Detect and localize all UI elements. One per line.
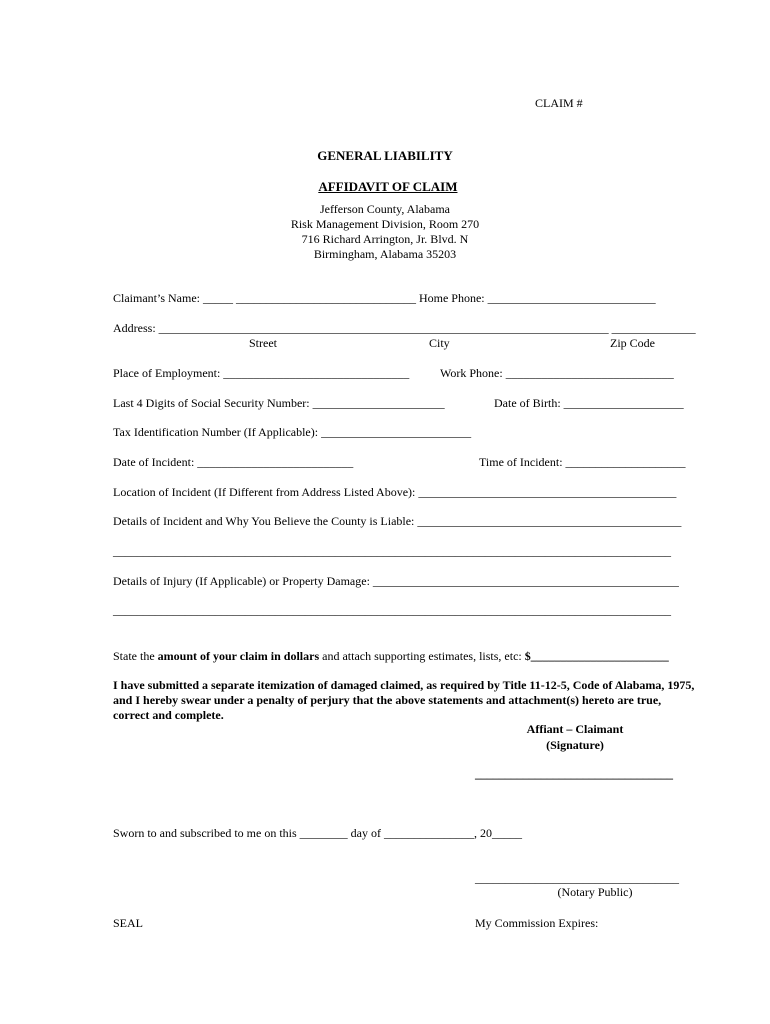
ssn-field[interactable]: Last 4 Digits of Social Security Number: ______________________ [113,396,445,410]
perjury-statement: I have submitted a separate itemization of damaged claimed, as required by Title 11-12-5, Code of Alabama, 1975, and I hereby swear under a penalty of perjury that the above statements and attachment(s) hereto are true, correct and complete. [113,678,695,722]
incident-date-field[interactable]: Date of Incident: __________________________ [113,455,354,469]
work-phone-field[interactable]: Work Phone: ____________________________ [440,366,674,380]
notary-signature-line[interactable]: __________________________________ [475,871,679,885]
incident-time-field[interactable]: Time of Incident: ____________________ [479,455,686,469]
tax-id-field[interactable]: Tax Identification Number (If Applicable): _________________________ [113,425,472,439]
incident-details-line-2[interactable]: _____________________________________________________________________________________________ [113,544,671,558]
address-line-1: Jefferson County, Alabama [320,202,450,216]
claimant-name-field[interactable]: Claimant’s Name: _____ ______________________________ Home Phone: ____________________________ [113,291,656,305]
claim-amount-line [113,649,669,663]
claim-amount-bold: amount of your claim in dollars [157,649,320,663]
affiant-label: Affiant – Claimant [526,722,624,736]
date-of-birth-field[interactable]: Date of Birth: ____________________ [494,396,684,410]
claim-number-label: CLAIM # [535,96,583,110]
commission-expires-label: My Commission Expires: [475,916,599,930]
incident-details-field[interactable]: Details of Incident and Why You Believe the County is Liable: ____________________________________________ [113,514,682,528]
claim-amount-prefix: State the [113,649,158,663]
employment-field[interactable]: Place of Employment: _______________________________ [113,366,410,380]
address-line-4: Birmingham, Alabama 35203 [313,247,457,261]
street-label: Street [249,336,277,350]
city-label: City [429,336,450,350]
signature-label: (Signature) [546,738,604,752]
form-subtitle-wrapper [0,166,770,194]
address-line-3: 716 Richard Arrington, Jr. Blvd. N [301,232,469,246]
address-field[interactable]: Address: ___________________________________________________________________________ ______________ [113,321,696,335]
seal-label: SEAL [113,916,143,930]
address-line-2: Risk Management Division, Room 270 [290,217,480,231]
claim-amount-field[interactable]: $_______________________ [524,649,669,663]
injury-details-line-2[interactable]: _____________________________________________________________________________________________ [113,603,671,617]
form-subtitle: AFFIDAVIT OF CLAIM [318,179,458,194]
notary-public-label: (Notary Public) [557,885,633,899]
signature-line[interactable]: _________________________________ [475,767,673,781]
zip-code-label: Zip Code [610,336,655,350]
form-title: GENERAL LIABILITY [317,148,453,163]
sworn-statement[interactable]: Sworn to and subscribed to me on this ________ day of _______________, 20_____ [113,826,522,840]
incident-location-field[interactable]: Location of Incident (If Different from Address Listed Above): ___________________________________________ [113,485,677,499]
claim-amount-suffix: and attach supporting estimates, lists, etc: [319,649,525,663]
injury-details-field[interactable]: Details of Injury (If Applicable) or Property Damage: ___________________________________________________ [113,574,679,588]
